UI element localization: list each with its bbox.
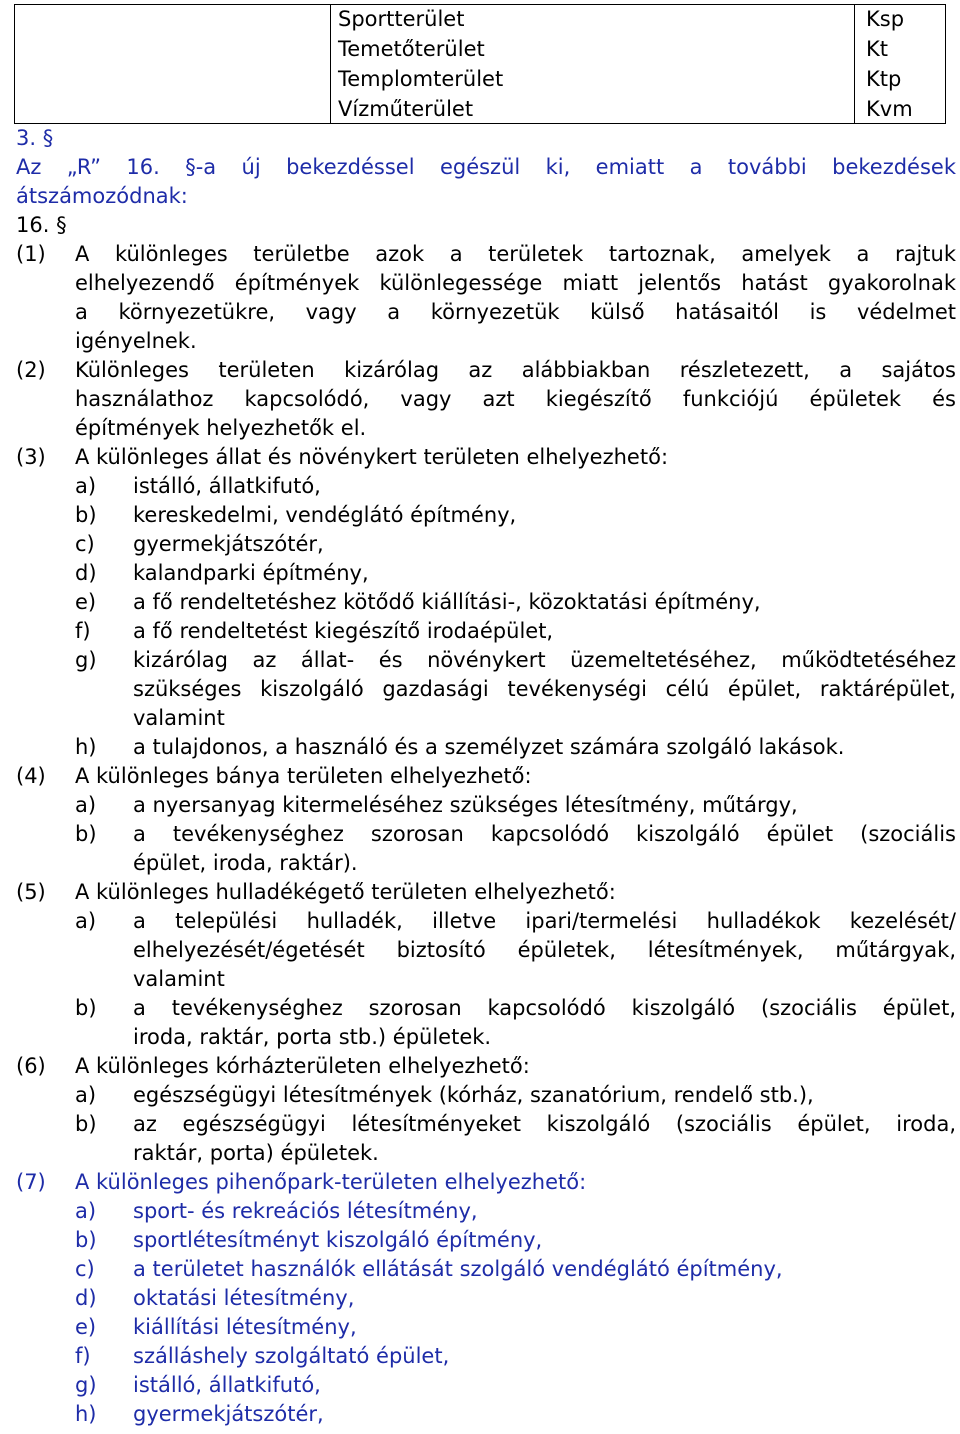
list-letter: a) <box>75 909 97 933</box>
paragraph-number: (6) <box>16 1054 46 1078</box>
table-cell-name: Vízműterület <box>338 97 474 121</box>
section-3-heading: 3. § <box>16 126 54 150</box>
list-item: gyermekjátszótér, <box>133 1402 324 1426</box>
list-letter: h) <box>75 1402 97 1426</box>
paragraph-line: Különleges területen kizárólag az alábbiakban részletezett, a sajátos <box>75 358 956 382</box>
section-3-intro-line: átszámozódnak: <box>16 184 188 208</box>
paragraph-number: (2) <box>16 358 46 382</box>
paragraph-line: elhelyezendő építmények különlegessége miatt jelentős hatást gyakorolnak <box>75 271 956 295</box>
section-3-intro-line: Az „R” 16. §-a új bekezdéssel egészül ki, emiatt a további bekezdések <box>16 155 956 179</box>
list-item: raktár, porta) épületek. <box>133 1141 379 1165</box>
list-item: valamint <box>133 967 225 991</box>
table-cell-code: Kt <box>866 37 889 61</box>
list-item: épület, iroda, raktár). <box>133 851 358 875</box>
table-cell-code: Ksp <box>866 7 905 31</box>
table-cell-code: Ktp <box>866 67 902 91</box>
table-cell-name: Sportterület <box>338 7 465 31</box>
list-item: kiállítási létesítmény, <box>133 1315 357 1339</box>
list-letter: f) <box>75 619 91 643</box>
paragraph-intro: A különleges állat és növénykert területen elhelyezhető: <box>75 445 669 469</box>
list-letter: a) <box>75 1083 97 1107</box>
list-letter: c) <box>75 532 95 556</box>
paragraph-intro: A különleges hulladékégető területen elhelyezhető: <box>75 880 616 904</box>
list-item: oktatási létesítmény, <box>133 1286 355 1310</box>
paragraph-number: (4) <box>16 764 46 788</box>
list-item: a tevékenységhez szorosan kapcsolódó kiszolgáló épület (szociális <box>133 822 956 846</box>
list-letter: g) <box>75 648 97 672</box>
list-letter: a) <box>75 474 97 498</box>
paragraph-line: A különleges területbe azok a területek tartoznak, amelyek a rajtuk <box>75 242 956 266</box>
list-item: valamint <box>133 706 225 730</box>
list-item: a területet használók ellátását szolgáló vendéglátó építmény, <box>133 1257 783 1281</box>
paragraph-line: igényelnek. <box>75 329 197 353</box>
table-cell-name: Templomterület <box>338 67 504 91</box>
list-item: iroda, raktár, porta stb.) épületek. <box>133 1025 492 1049</box>
list-letter: c) <box>75 1257 95 1281</box>
list-item: kizárólag az állat- és növénykert üzemeltetéséhez, működtetéséhez <box>133 648 956 672</box>
list-item: az egészségügyi létesítményeket kiszolgáló (szociális épület, iroda, <box>133 1112 956 1136</box>
list-letter: b) <box>75 822 97 846</box>
list-item: szálláshely szolgáltató épület, <box>133 1344 450 1368</box>
list-item: kalandparki építmény, <box>133 561 369 585</box>
list-item: a fő rendeltetést kiegészítő irodaépület, <box>133 619 554 643</box>
paragraph-number: (5) <box>16 880 46 904</box>
list-item: a fő rendeltetéshez kötődő kiállítási-, közoktatási építmény, <box>133 590 761 614</box>
list-letter: f) <box>75 1344 91 1368</box>
list-item: szükséges kiszolgáló gazdasági tevékenységi célú épület, raktárépület, <box>133 677 956 701</box>
list-letter: b) <box>75 503 97 527</box>
list-item: elhelyezését/égetését biztosító épületek, létesítmények, műtárgyak, <box>133 938 956 962</box>
paragraph-intro: A különleges bánya területen elhelyezhető: <box>75 764 532 788</box>
table-cell-code: Kvm <box>866 97 913 121</box>
list-item: a tevékenységhez szorosan kapcsolódó kiszolgáló (szociális épület, <box>133 996 956 1020</box>
list-letter: b) <box>75 1228 97 1252</box>
list-item: sportlétesítményt kiszolgáló építmény, <box>133 1228 543 1252</box>
paragraph-intro: A különleges kórházterületen elhelyezhető: <box>75 1054 530 1078</box>
table-cell-name: Temetőterület <box>338 37 485 61</box>
paragraph-number: (7) <box>16 1170 46 1194</box>
paragraph-line: építmények helyezhetők el. <box>75 416 367 440</box>
list-item: istálló, állatkifutó, <box>133 474 321 498</box>
list-letter: g) <box>75 1373 97 1397</box>
paragraph-number: (1) <box>16 242 46 266</box>
list-item: a települési hulladék, illetve ipari/termelési hulladékok kezelését/ <box>133 909 956 933</box>
paragraph-intro: A különleges pihenőpark-területen elhelyezhető: <box>75 1170 587 1194</box>
section-16-heading: 16. § <box>16 213 67 237</box>
list-letter: a) <box>75 793 97 817</box>
list-letter: a) <box>75 1199 97 1223</box>
list-letter: b) <box>75 1112 97 1136</box>
paragraph-line: használathoz kapcsolódó, vagy azt kiegészítő funkciójú épületek és <box>75 387 956 411</box>
list-item: sport- és rekreációs létesítmény, <box>133 1199 478 1223</box>
list-item: kereskedelmi, vendéglátó építmény, <box>133 503 517 527</box>
zoning-table <box>14 4 946 124</box>
paragraph-line: a környezetükre, vagy a környezetük külső hatásaitól is védelmet <box>75 300 956 324</box>
list-letter: h) <box>75 735 97 759</box>
list-letter: e) <box>75 1315 97 1339</box>
list-letter: b) <box>75 996 97 1020</box>
list-item: a tulajdonos, a használó és a személyzet számára szolgáló lakások. <box>133 735 845 759</box>
list-item: istálló, állatkifutó, <box>133 1373 321 1397</box>
list-letter: d) <box>75 561 97 585</box>
list-item: gyermekjátszótér, <box>133 532 324 556</box>
list-letter: e) <box>75 590 97 614</box>
list-item: a nyersanyag kitermeléséhez szükséges létesítmény, műtárgy, <box>133 793 798 817</box>
list-letter: d) <box>75 1286 97 1310</box>
list-item: egészségügyi létesítmények (kórház, szanatórium, rendelő stb.), <box>133 1083 814 1107</box>
paragraph-number: (3) <box>16 445 46 469</box>
